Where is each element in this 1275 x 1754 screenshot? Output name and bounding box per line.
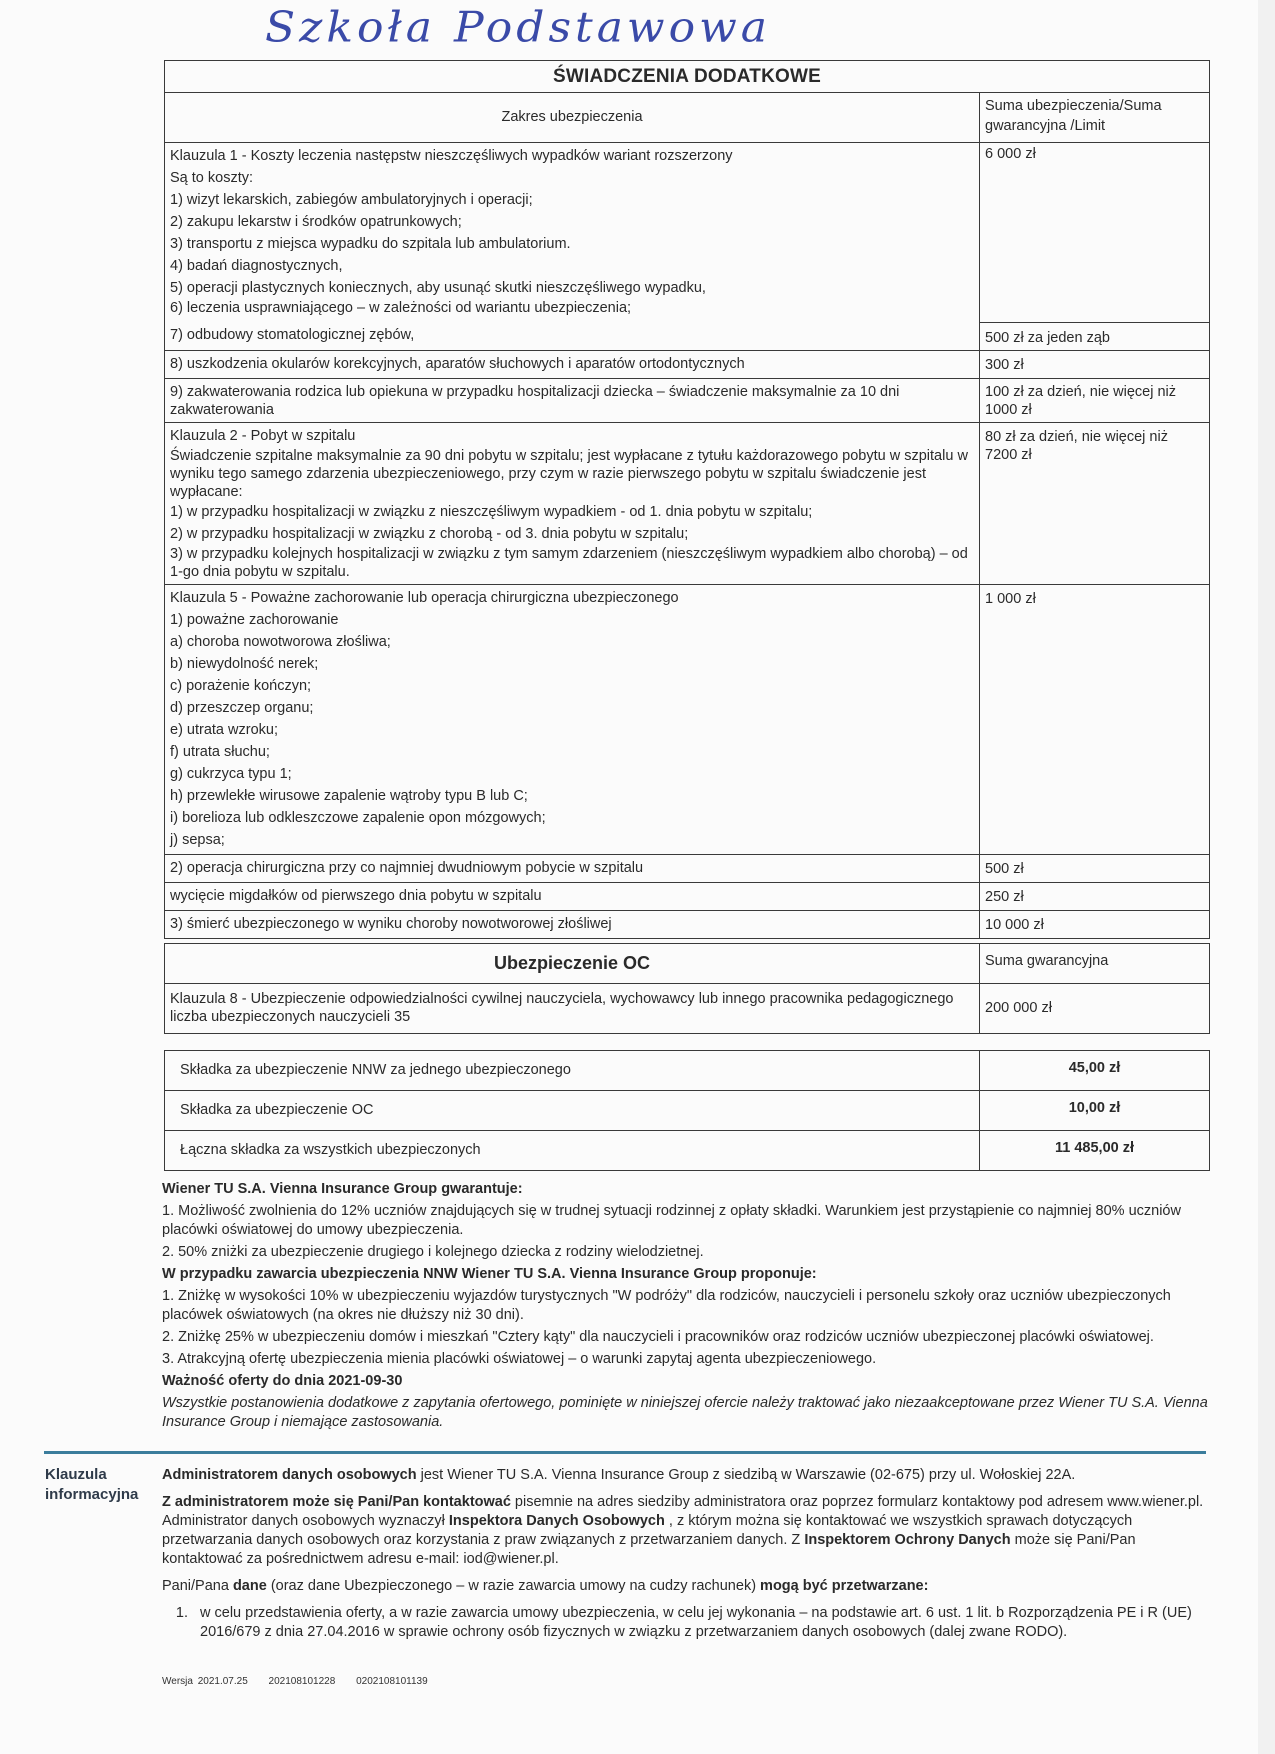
amount: 45,00 zł [979,1051,1209,1090]
guarantees-heading: Wiener TU S.A. Vienna Insurance Group gwarantuje: [162,1181,523,1197]
header-sum: Suma ubezpieczenia/Suma gwarancyjna /Limit [979,93,1209,142]
handwritten-note: Szkoła Podstawowa [265,3,771,52]
document-code: 0202108101139 [356,1676,428,1687]
proposal-item: 1. Zniżkę w wysokości 10% w ubezpieczeniu wyjazdów turystycznych "W podróży" dla rodziców, nauczycieli i personelu szkoły oraz uczniów ubezpieczonych placówek oświatowych (na okres nie dłuższy niż 30 dni). [162,1288,1171,1323]
table-row: 6) leczenia usprawniającego – w zależności od wariantu ubezpieczenia; [165,295,1209,322]
table-row: Składka za ubezpieczenie NNW za jednego ubezpieczonego 45,00 zł [165,1051,1209,1090]
oc-table [164,943,1210,1034]
table-row: Klauzula 5 - Poważne zachorowanie lub operacja chirurgiczna ubezpieczonego 1) poważne zachorowanie a) choroba nowotworowa złośliwa; b) niewydolność nerek; c) porażenie kończyn; d) przeszczep organu; e) utrata wzroku; f) utrata słuchu; g) cukrzyca typu 1; h) przewlekłe wirusowe zapalenie wątroby typu B lub C; i) borelioza lub odkleszczowe zapalenie opon mózgowych; j) sepsa; 1 000 zł [165,584,1209,854]
amount: 10 000 zł [979,911,1209,938]
amount: 200 000 zł [979,984,1209,1033]
table-row: 2) operacja chirurgiczna przy co najmniej dwudniowym pobycie w szpitalu 500 zł [165,854,1209,882]
validity-heading: Ważność oferty do dnia 2021-09-30 [162,1373,403,1389]
amount: 80 zł za dzień, nie więcej niż 7200 zł [979,423,1209,584]
footer [162,1676,444,1687]
version: Wersja 2021.07.25 [162,1676,248,1687]
header-scope: Zakres ubezpieczenia [501,109,643,125]
amount: 500 zł za jeden ząb [979,322,1209,350]
table-row: 7) odbudowy stomatologicznej zębów, 500 zł za jeden ząb [165,322,1209,350]
premium-table [164,1050,1210,1171]
section-divider [44,1451,1206,1454]
list-item: 1. w celu przedstawienia oferty, a w razie zawarcia umowy ubezpieczenia, w celu jej wykonania – na podstawie art. 6 ust. 1 lit. b Rozporządzenia PE i R (UE) 2016/679 z dnia 27.04.2016 w sprawie ochrony osób fizycznych w związku z przetwarzaniem danych osobowych (dalej zwane RODO). [192,1604,1207,1642]
table-row: Składka za ubezpieczenie OC 10,00 zł [165,1090,1209,1130]
proposal-item: 3. Atrakcyjną ofertę ubezpieczenia mienia placówki oświatowej – o warunki zapytaj agenta ubezpieczeniowego. [162,1351,877,1367]
document-code: 202108101228 [268,1676,336,1687]
table-row: 3) śmierć ubezpieczonego w wyniku choroby nowotworowej złośliwej 10 000 zł [165,910,1209,938]
amount: 500 zł [979,855,1209,882]
amount: 250 zł [979,883,1209,910]
amount: 300 zł [979,351,1209,378]
scan-edge [1258,0,1275,1754]
offer-terms [162,1180,1212,1435]
table-row: Klauzula 1 - Koszty leczenia następstw nieszczęśliwych wypadków wariant rozszerzony Są to koszty: 1) wizyt lekarskich, zabiegów ambulatoryjnych i operacji; 2) zakupu lekarstw i środków opatrunkowych; 3) transportu z miejsca wypadku do szpitala lub ambulatorium. 4) badań diagnostycznych, 5) operacji plastycznych koniecznych, aby usunąć skutki nieszczęśliwego wypadku, 6 000 zł [165,142,1209,295]
total-amount: 11 485,00 zł [979,1131,1209,1170]
guarantee-item: 2. 50% zniżki za ubezpieczenie drugiego i kolejnego dziecka z rodziny wielodzietnej. [162,1244,704,1260]
proposal-item: 2. Zniżkę 25% w ubezpieczeniu domów i mieszkań "Cztery kąty" dla nauczycieli i pracowników oraz rodziców uczniów ubezpieczonej placówki oświatowej. [162,1329,1154,1345]
amount: 10,00 zł [979,1091,1209,1130]
validity-note: Wszystkie postanowienia dodatkowe z zapytania ofertowego, pominięte w niniejszej ofercie należy traktować jako niezaakceptowane przez Wiener TU S.A. Vienna Insurance Group i niemające zastosowania. [162,1395,1208,1430]
benefits-table-title: ŚWIADCZENIA DODATKOWE [552,66,822,87]
amount: 1 000 zł [979,585,1209,854]
benefits-table [164,60,1210,939]
guarantee-item: 1. Możliwość zwolnienia do 12% uczniów znajdujących się w trudnej sytuacji rodzinnej z opłaty składki. Warunkiem jest przystąpienie co najmniej 80% uczniów placówki oświatowej do umowy ubezpieczenia. [162,1203,1181,1238]
table-row: wycięcie migdałków od pierwszego dnia pobytu w szpitalu 250 zł [165,882,1209,910]
info-clause: Administratorem danych osobowych jest Wiener TU S.A. Vienna Insurance Group z siedzibą w Warszawie (02-675) przy ul. Wołoskiej 22A. Z administratorem może się Pani/Pan kontaktować pisemnie na adres siedziby administratora oraz poprzez formularz kontaktowy pod adresem www.wiener.pl. Administrator danych osobowych wyznaczył Inspektora Danych Osobowych , z którym można się kontaktować we wszystkich sprawach dotyczących przetwarzania danych osobowych oraz korzystania z praw związanych z przetwarzaniem danych. Z Inspektorem Ochrony Danych może się Pani/Pan kontaktować za pośrednictwem adresu e-mail: iod@wiener.pl. Pani/Pana dane (oraz dane Ubezpieczonego – w razie zawarcia umowy na cudzy rachunek) mogą być przetwarzane: 1. w celu przedstawienia oferty, a w razie zawarcia umowy ubezpieczenia, w celu jej wykonania – na podstawie art. 6 ust. 1 lit. b Rozporządzenia PE i R (UE) 2016/679 z dnia 27.04.2016 w sprawie ochrony osób fizycznych w związku z przetwarzaniem danych osobowych (dalej zwane RODO). [162,1466,1207,1642]
proposals-heading: W przypadku zawarcia ubezpieczenia NNW Wiener TU S.A. Vienna Insurance Group proponuje: [162,1266,817,1282]
info-clause-label: Klauzula informacyjna [45,1466,139,1503]
amount: 100 zł za dzień, nie więcej niż 1000 zł [979,379,1209,422]
table-row: Klauzula 8 - Ubezpieczenie odpowiedzialności cywilnej nauczyciela, wychowawcy lub innego pracownika pedagogicznego liczba ubezpieczonych nauczycieli 35 200 000 zł [165,983,1209,1033]
oc-table-header: Ubezpieczenie OC Suma gwarancyjna [165,944,1209,983]
table-row: 8) uszkodzenia okularów korekcyjnych, aparatów słuchowych i aparatów ortodontycznych 300 zł [165,350,1209,378]
table-row: Łączna składka za wszystkich ubezpieczonych 11 485,00 zł [165,1130,1209,1170]
table-row: 9) zakwaterowania rodzica lub opiekuna w przypadku hospitalizacji dziecka – świadczenie maksymalnie za 10 dni zakwaterowania 100 zł za dzień, nie więcej niż 1000 zł [165,378,1209,422]
benefits-table-header [165,92,1209,142]
table-row: Klauzula 2 - Pobyt w szpitalu Świadczenie szpitalne maksymalnie za 90 dni pobytu w szpitalu; jest wypłacane z tytułu każdorazowego pobytu w szpitalu w wyniku tego samego zdarzenia ubezpieczeniowego, przy czym w razie pierwszego pobytu w szpitalu świadczenie jest wypłacane: 1) w przypadku hospitalizacji w związku z nieszczęśliwym wypadkiem - od 1. dnia pobytu w szpitalu; 2) w przypadku hospitalizacji w związku z chorobą - od 3. dnia pobytu w szpitalu; 3) w przypadku kolejnych hospitalizacji w związku z tym samym zdarzeniem (nieszczęśliwym wypadkiem albo chorobą) – od 1-go dnia pobytu w szpitalu. 80 zł za dzień, nie więcej niż 7200 zł [165,422,1209,584]
processing-purposes-list [162,1604,1207,1642]
amount: 6 000 zł [979,143,1209,295]
